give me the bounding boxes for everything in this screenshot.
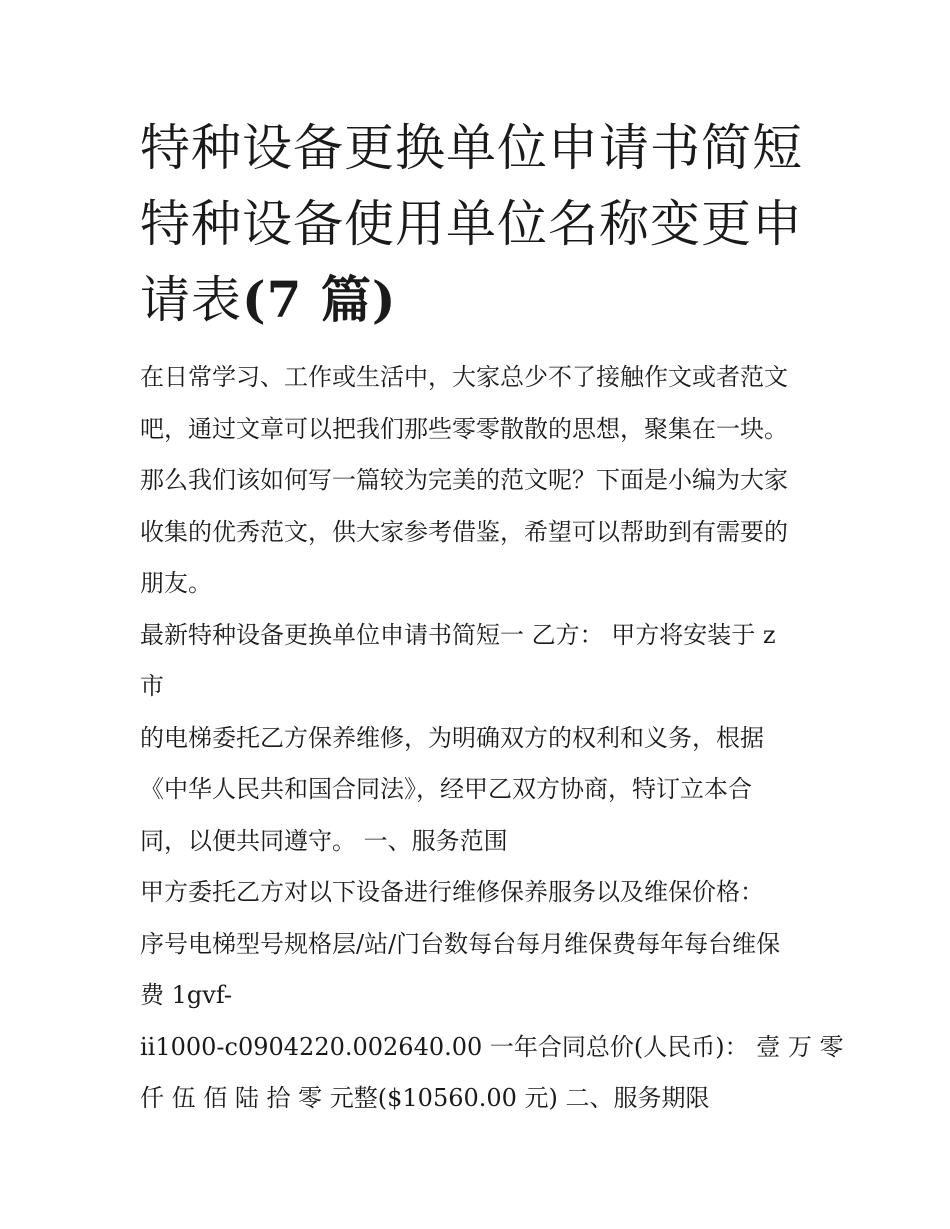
body-line: 的电梯委托乙方保养维修，为明确双方的权利和义务，根据 xyxy=(140,723,764,752)
title-line: 特种设备使用单位名称变更申 xyxy=(140,195,803,253)
body-line: 费 1gvf- xyxy=(140,981,232,1009)
title-line-text: 请表 xyxy=(140,271,242,329)
body-line: 收集的优秀范文，供大家参考借鉴，希望可以帮助到有需要的 xyxy=(140,517,788,546)
body-line: 朋友。 xyxy=(140,569,212,597)
body-line: 那么我们该如何写一篇较为完美的范文呢？下面是小编为大家 xyxy=(140,466,788,494)
title-count: (7 篇) xyxy=(242,270,397,329)
title-line: 特种设备更换单位申请书简短 xyxy=(140,119,803,177)
body-line: 市 xyxy=(140,672,164,700)
body-line: 同，以便共同遵守。 一、服务范围 xyxy=(140,826,508,855)
document-page xyxy=(140,110,844,1125)
title-line xyxy=(140,262,820,338)
body-line: 仟 伍 佰 陆 拾 零 元整($10560.00 元) 二、服务期限 xyxy=(140,1084,710,1112)
body-line: 最新特种设备更换单位申请书简短一 乙方： 甲方将安装于 z xyxy=(140,620,776,649)
body-line: 《中华人民共和国合同法》，经甲乙双方协商，特订立本合 xyxy=(140,775,752,803)
document-body xyxy=(140,352,844,1125)
body-line: 吧，通过文章可以把我们那些零零散散的思想，聚集在一块。 xyxy=(140,414,788,443)
body-line: 序号电梯型号规格层/站/门台数每台每月维保费每年每台维保 xyxy=(140,929,781,958)
body-line: 甲方委托乙方对以下设备进行维修保养服务以及维保价格： xyxy=(140,878,764,906)
body-line: ii1000-c0904220.002640.00 一年合同总价(人民币)： 壹 万 零 xyxy=(140,1032,844,1061)
document-title xyxy=(140,110,820,338)
body-line: 在日常学习、工作或生活中，大家总少不了接触作文或者范文 xyxy=(140,363,788,391)
